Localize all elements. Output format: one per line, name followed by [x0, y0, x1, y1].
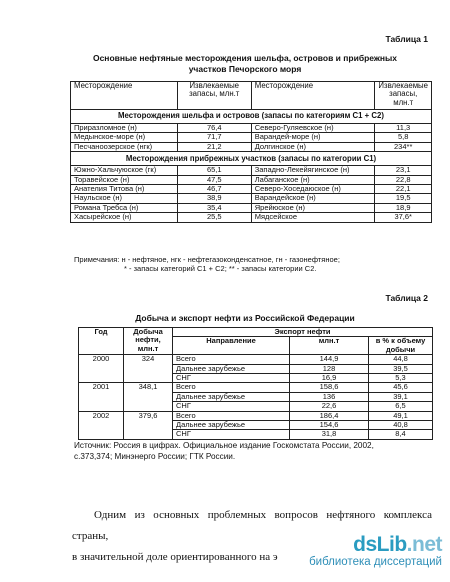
table-cell: 128: [290, 364, 369, 373]
header-mln: млн.т: [290, 337, 369, 355]
table-cell: 31,8: [290, 430, 369, 439]
header-year: Год: [79, 328, 124, 355]
table-cell: 186,4: [290, 411, 369, 420]
table-cell: 5,8: [375, 133, 432, 142]
table1-title-line1: Основные нефтяные месторождения шельфа, островов и прибрежных: [92, 53, 398, 63]
table-cell: 25,5: [177, 213, 251, 222]
table-row: [71, 213, 432, 222]
table-cell: Варандей-море (н): [251, 133, 375, 142]
table-cell: Ярейюское (н): [251, 203, 375, 212]
table1-title: [60, 53, 430, 75]
table1-title-line2: участков Печорского моря: [188, 64, 302, 74]
table-cell: Лабаганское (н): [251, 175, 375, 184]
production-cell: 348,1: [124, 383, 173, 411]
table2-source: Источник: Россия в цифрах. Официальное издание Госкомстата России, 2002, с.373,374; Минэнерго России; ГТК России.: [74, 441, 374, 461]
table-cell: 35,4: [177, 203, 251, 212]
table-cell: Приразломное (н): [71, 124, 178, 133]
table-cell: 136: [290, 392, 369, 401]
table-cell: 22,6: [290, 402, 369, 411]
table1-section-row: [71, 110, 432, 124]
table1-notes: [74, 255, 340, 273]
header-production: Добыча нефти, млн.т: [124, 328, 173, 355]
table-cell: 46,7: [177, 185, 251, 194]
table-cell: Песчаноозерское (нгк): [71, 142, 178, 151]
header-pct: в % к объему добычи: [369, 337, 433, 355]
table-cell: 65,1: [177, 166, 251, 175]
table-cell: 38,9: [177, 194, 251, 203]
table-row: [79, 355, 433, 364]
table-cell: СНГ: [173, 374, 290, 383]
table1-header-row: [71, 82, 432, 110]
table1-section-row: [71, 152, 432, 166]
dslib-watermark[interactable]: [309, 534, 442, 569]
table-cell: Торавейское (н): [71, 175, 178, 184]
table1-header-cell: Месторождение: [71, 82, 178, 110]
table-cell: 45,6: [369, 383, 433, 392]
table1-section-title: Месторождения шельфа и островов (запасы по категориям С1 + С2): [71, 110, 432, 124]
note-line-1: Примечания: н - нефтяное, нгк - нефтегазоконденсатное, гн - газонефтяное;: [74, 255, 340, 264]
table-cell: СНГ: [173, 402, 290, 411]
table-cell: Мядсейское: [251, 213, 375, 222]
table-cell: Северо-Хоседаюское (н): [251, 185, 375, 194]
table-cell: 16,9: [290, 374, 369, 383]
watermark-subtitle: библиотека диссертаций: [309, 556, 442, 568]
table-cell: Южно-Хальчуюское (гк): [71, 166, 178, 175]
table-cell: Всего: [173, 355, 290, 364]
table-cell: Романа Требса (н): [71, 203, 178, 212]
table-cell: Дальнее зарубежье: [173, 421, 290, 430]
table-cell: 22,8: [375, 175, 432, 184]
body-line-2: в значительной доле ориентированного на э: [72, 551, 278, 563]
table-cell: 23,1: [375, 166, 432, 175]
logo-text-a: dsLib: [353, 533, 407, 556]
table-cell: Дальнее зарубежье: [173, 392, 290, 401]
table-cell: 76,4: [177, 124, 251, 133]
table-cell: 19,5: [375, 194, 432, 203]
table1-header-cell: Извлекаемые запасы, млн.т: [375, 82, 432, 110]
header-direction: Направление: [173, 337, 290, 355]
table-cell: СНГ: [173, 430, 290, 439]
logo-text-b: .net: [406, 533, 442, 556]
table-cell: 71,7: [177, 133, 251, 142]
table-cell: 44,8: [369, 355, 433, 364]
table-cell: 49,1: [369, 411, 433, 420]
table-cell: 144,9: [290, 355, 369, 364]
body-line-1: Одним из основных проблемных вопросов нефтяного комплекса страны,: [72, 509, 432, 542]
table-cell: 11,3: [375, 124, 432, 133]
table-cell: 6,5: [369, 402, 433, 411]
table-cell: 234**: [375, 142, 432, 151]
year-cell: 2000: [79, 355, 124, 383]
table-cell: 5,3: [369, 374, 433, 383]
table1-header-cell: Извлекаемые запасы, млн.т: [177, 82, 251, 110]
oil-fields-table: [70, 81, 432, 223]
table-cell: Анателия Титова (н): [71, 185, 178, 194]
table-row: [79, 383, 433, 392]
table-cell: 21,2: [177, 142, 251, 151]
table-cell: Хасырейское (н): [71, 213, 178, 222]
table-cell: 47,5: [177, 175, 251, 184]
table-row: [71, 142, 432, 151]
dslib-logo: [309, 534, 442, 556]
production-cell: 379,6: [124, 411, 173, 439]
table-cell: 158,6: [290, 383, 369, 392]
table-cell: Дальнее зарубежье: [173, 364, 290, 373]
table-cell: 37,6*: [375, 213, 432, 222]
table1-label: Таблица 1: [385, 34, 428, 44]
table-cell: 154,6: [290, 421, 369, 430]
year-cell: 2001: [79, 383, 124, 411]
oil-export-table: [78, 327, 433, 440]
production-cell: 324: [124, 355, 173, 383]
year-cell: 2002: [79, 411, 124, 439]
table-cell: Долгинское (н): [251, 142, 375, 151]
table-row: [71, 133, 432, 142]
note-line-2: * - запасы категорий С1 + С2; ** - запасы категории С2.: [124, 264, 317, 273]
table-cell: Всего: [173, 411, 290, 420]
table2-label: Таблица 2: [385, 293, 428, 303]
table-cell: 18,9: [375, 203, 432, 212]
table-cell: 39,5: [369, 364, 433, 373]
table-row: [79, 411, 433, 420]
table-cell: 8,4: [369, 430, 433, 439]
table-cell: 22,1: [375, 185, 432, 194]
table-cell: 39,1: [369, 392, 433, 401]
table-cell: Северо-Гуляевское (н): [251, 124, 375, 133]
table-cell: Всего: [173, 383, 290, 392]
header-export: Экспорт нефти: [173, 328, 433, 337]
table1-section-title: Месторождения прибрежных участков (запасы по категории С1): [71, 152, 432, 166]
table-row: [71, 194, 432, 203]
table-cell: Наульское (н): [71, 194, 178, 203]
table-row: [71, 185, 432, 194]
table2-title: Добыча и экспорт нефти из Российской Федерации: [135, 313, 355, 323]
table-row: [71, 166, 432, 175]
table-cell: 40,8: [369, 421, 433, 430]
table-cell: Варандейское (н): [251, 194, 375, 203]
table1-header-cell: Месторождение: [251, 82, 375, 110]
table-cell: Медынское-море (н): [71, 133, 178, 142]
table-cell: Западно-Лекейягинское (н): [251, 166, 375, 175]
